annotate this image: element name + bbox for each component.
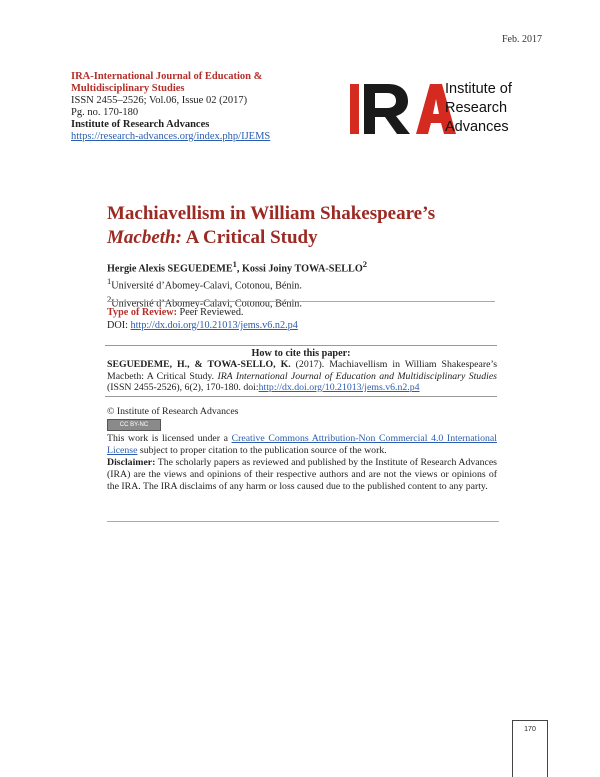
- license-block: [107, 406, 497, 493]
- page-number: 170: [524, 726, 536, 733]
- license-text: This work is licensed under a Creative Commons Attribution-Non Commercial 4.0 International License subject to proper citation to the publication source of the work.: [107, 433, 497, 456]
- doi-label: DOI:: [107, 320, 131, 331]
- logo-line-1: Institute of: [445, 81, 512, 97]
- review-label: Type of Review:: [107, 307, 177, 318]
- journal-info: [71, 71, 293, 143]
- journal-url-link[interactable]: https://research-advances.org/index.php/IJEMS: [71, 131, 271, 142]
- affiliation-2: $^2$Université d’Abomey-Calavi, Cotonou, Bénin.: [107, 293, 302, 310]
- logo-wordmark: [445, 80, 512, 137]
- journal-name: IRA-International Journal of Education & Multidisciplinary Studies: [71, 71, 263, 94]
- doi-link[interactable]: http://dx.doi.org/10.21013/jems.v6.n2.p4: [130, 320, 298, 331]
- citation-heading: How to cite this paper:: [251, 348, 351, 359]
- copyright: © Institute of Research Advances: [107, 406, 239, 417]
- author-names: Hergie Alexis SEGUEDEME$^1$, Kossi Joiny TOWA-SELLO$^2$: [107, 259, 368, 275]
- authors-block: [107, 258, 367, 310]
- cc-license-badge[interactable]: CC BY-NC: [107, 419, 161, 431]
- title-rest: A Critical Study: [181, 227, 318, 248]
- issue-date: Feb. 2017: [502, 34, 542, 45]
- title-line-1: Machiavellism in William Shakespeare’s: [107, 203, 436, 224]
- article-title: [107, 202, 435, 250]
- citation-doi-link[interactable]: http://dx.doi.org/10.21013/jems.v6.n2.p4: [258, 382, 420, 393]
- journal-pages: Pg. no. 170-180: [71, 107, 139, 118]
- journal-issn: ISSN 2455–2526; Vol.06, Issue 02 (2017): [71, 95, 248, 106]
- logo-line-2: Research: [445, 100, 508, 116]
- journal-publisher: Institute of Research Advances: [71, 119, 210, 130]
- citation-text: SEGUEDEME, H., & TOWA-SELLO, K. (2017). Machiavellism in William Shakespeare’s Macbeth: A Critical Study. IRA International Journal of Education and Multidisciplinary Studies (ISSN 2455-2526), 6(2), 170-180. doi:http://dx.doi.org/10.21013/jems.v6.n2.p4: [107, 359, 498, 393]
- review-block: [107, 306, 298, 332]
- disclaimer: Disclaimer: The scholarly papers as reviewed and published by the Institute of Research Advances (IRA) are the views and opinions of their respective authors and are not the views or opinions of the IRA. The IRA disclaims of any harm or loss caused due to the published content to any party.: [107, 457, 497, 492]
- divider: [107, 521, 499, 522]
- affiliation-1: $^1$Université d’Abomey-Calavi, Cotonou, Bénin.: [107, 276, 302, 292]
- logo-line-3: Advances: [445, 119, 509, 135]
- ira-logo-letter-r: [364, 84, 410, 134]
- ira-logo-letter-i: [350, 84, 359, 134]
- title-italic: Macbeth:: [107, 227, 182, 248]
- license-link[interactable]: Creative Commons Attribution-Non Commercial 4.0 International License: [107, 433, 497, 456]
- review-value: Peer Reviewed.: [176, 307, 244, 318]
- divider: [107, 301, 495, 302]
